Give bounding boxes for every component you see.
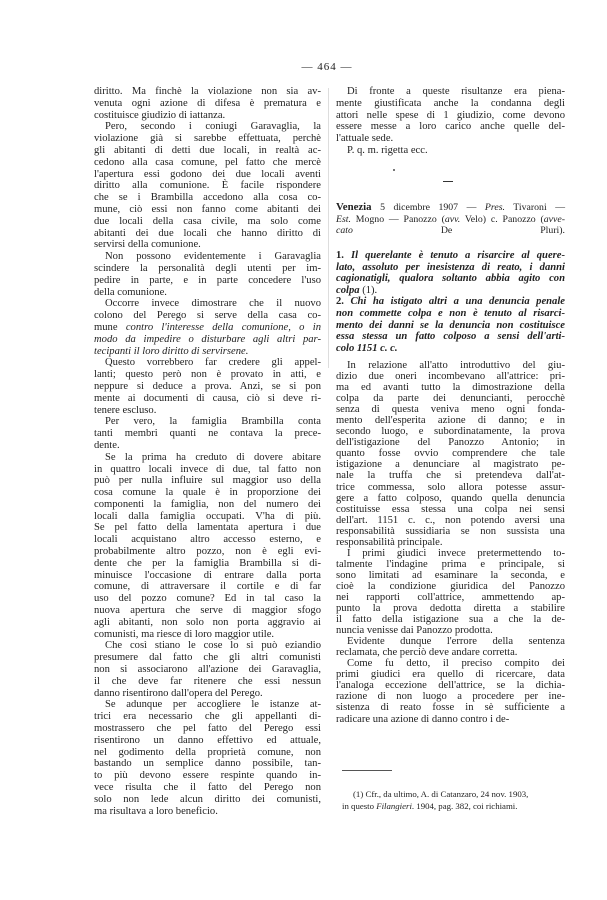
- paragraph: [94, 86, 321, 121]
- text-line: [94, 758, 321, 770]
- text: comune, di attraversare il cortile e di far: [94, 581, 321, 593]
- text: mostrassero che pel fatto del Perego essi: [94, 723, 321, 735]
- text-line: [94, 711, 321, 723]
- text: Evidente dunque l'errore della sentenza: [347, 636, 565, 648]
- text-line: [94, 747, 321, 759]
- text: l'apertura essi godono dei due locali aventi: [94, 168, 321, 180]
- italic-text: non commette colpa e non è tenuto al risarci-: [336, 307, 565, 319]
- text: radicare una azione di danno contro i de-: [336, 713, 510, 725]
- paragraph: [94, 121, 321, 251]
- text: gere a fatto colposo, quando quella denuncia: [336, 492, 565, 504]
- text: Non possono evidentemente i Garavaglia: [105, 251, 321, 263]
- text: costituisce giudizio di iattanza.: [94, 109, 226, 121]
- paragraph: [336, 86, 565, 145]
- italic-text: Filangieri: [376, 801, 412, 811]
- text-line: [342, 788, 565, 800]
- text: reclamata, che perciò deve andare corretta.: [336, 647, 518, 659]
- text: (1) Cfr., da ultimo, A. di Catanzaro, 24 nov. 1903,: [353, 789, 529, 799]
- footnote-rule: [342, 770, 392, 771]
- text-line: [336, 121, 565, 133]
- text: Occorre invece dimostrare che il nuovo: [105, 298, 321, 310]
- text-line: [94, 405, 321, 417]
- text: cedono alla casa comune, pel fatto che mercè: [94, 156, 321, 168]
- text: dell'istigazione del Panozzo Antonio; in: [336, 437, 565, 449]
- paragraph: [336, 636, 565, 658]
- text: vece risulta che il fatto del Perego non: [94, 782, 321, 794]
- italic-text: tecipanti il loro diritto di servirsene.: [94, 345, 249, 357]
- text-line: [94, 298, 321, 310]
- text: due locali della casa civile, ma solo come: [94, 215, 321, 227]
- text-line: [94, 287, 321, 299]
- text: 1.: [336, 250, 351, 261]
- text-line: [336, 360, 565, 371]
- text: quanto fosse ovvio comprendere che tale: [336, 448, 565, 460]
- paragraph: [94, 640, 321, 699]
- text: I primi giudici invece pretermettendo to-: [347, 547, 565, 559]
- parties-1: Mogno — Panozzo (: [350, 213, 445, 225]
- text-line: [342, 800, 565, 812]
- text-line: [336, 581, 565, 592]
- text-line: [336, 669, 565, 680]
- text: Come fu detto, il preciso compito dei: [347, 658, 565, 670]
- text-line: [336, 331, 565, 343]
- text-line: [94, 464, 321, 476]
- text: solo non lede alcun diritto dei comunisti,: [94, 793, 321, 805]
- text-line: [336, 548, 565, 559]
- text: mune, ciò essi non fanno come abitanti dei: [94, 203, 321, 215]
- text: primi giudici era quello di ricercare, data: [336, 669, 565, 681]
- paragraph: [336, 250, 565, 296]
- text-line: [336, 404, 565, 415]
- italic-text: modo da impedire o disturbare agli altri par-: [94, 333, 321, 345]
- text-line: [336, 459, 565, 470]
- text-line: [94, 522, 321, 534]
- text: neppure si deduce a prova. Anzi, se si pon: [94, 380, 321, 392]
- text: dell'art. 1151 c. c., non potendo aversi una: [336, 514, 565, 526]
- text: razione di non luogo a procedere per ine-: [336, 691, 565, 703]
- text: to più devono essere respinte quando in-: [94, 770, 321, 782]
- text-line: [336, 437, 565, 448]
- italic-text: Chi ha istigato altri a una denuncia penale: [350, 296, 566, 308]
- text-line: [94, 86, 321, 98]
- text-line: [336, 614, 565, 625]
- text-line: [336, 493, 565, 504]
- text-line: [94, 334, 321, 346]
- text: mento dell'esperita azione di danno; e in: [336, 415, 565, 427]
- text-line: [94, 546, 321, 558]
- text: dente.: [94, 439, 120, 451]
- left-column: [94, 86, 321, 817]
- text-line: [94, 640, 321, 652]
- text: Pero, secondo i coniugi Garavaglia, la: [105, 121, 321, 133]
- text-line: [336, 680, 565, 691]
- text: cosa comune la quale è in proporzione dei: [94, 487, 321, 499]
- text-line: [336, 647, 565, 658]
- text: . 1904, pag. 382, coi richiami.: [411, 801, 518, 811]
- text-line: [94, 169, 321, 181]
- text: tenere escluso.: [94, 404, 157, 416]
- text-line: [94, 204, 321, 216]
- text-line: [94, 110, 321, 122]
- text-line: [94, 652, 321, 664]
- paragraph: [336, 360, 565, 548]
- text: che se i Brambilla accedono alla cosa co-: [94, 192, 321, 204]
- text: comunisti, ma riesce di loro maggior utile.: [94, 628, 275, 640]
- text-line: [336, 702, 565, 713]
- text-line: [94, 452, 321, 464]
- column-gutter-mark: [328, 88, 329, 368]
- footnote: [342, 788, 565, 812]
- text-line: [336, 515, 565, 526]
- paragraph: [94, 357, 321, 416]
- italic-text: mento dei danni se la denuncia non costituisce: [336, 319, 565, 331]
- italic-text: colpa: [336, 284, 360, 296]
- paragraph: [94, 699, 321, 817]
- text-line: [336, 250, 565, 262]
- text-line: [94, 558, 321, 570]
- text: In relazione all'atto introduttivo del giu-: [347, 360, 565, 371]
- text: tanti membri quanti ne contava la prece-: [94, 428, 321, 440]
- case-header: [336, 202, 565, 237]
- italic-text: cagionatigli, qualora soltanto abbia agito con: [336, 273, 565, 285]
- text-line: [336, 470, 565, 481]
- text-line: [336, 658, 565, 669]
- text-line: [94, 357, 321, 369]
- text-line: [94, 157, 321, 169]
- text: non si associarono all'azione dei Garavaglia,: [94, 664, 321, 676]
- text-line: [94, 393, 321, 405]
- text-line: [94, 581, 321, 593]
- text-line: [94, 782, 321, 794]
- text: punto la prova dedotta diretta a stabilire: [336, 603, 565, 615]
- text-line: [94, 310, 321, 322]
- text-line: [94, 251, 321, 263]
- text: Che così stiano le cose lo si può eziandio: [105, 640, 321, 652]
- text-line: [336, 415, 565, 426]
- parties-3: De Pluri).: [352, 225, 565, 236]
- case-city: Venezia: [336, 201, 372, 213]
- text-line: [336, 382, 565, 393]
- text-line: [336, 570, 565, 581]
- paragraph: [94, 416, 321, 451]
- text: mente giustificata anche la condanna degli: [336, 97, 565, 109]
- text-line: [94, 275, 321, 287]
- text-line: [336, 592, 565, 603]
- text: diritto alla comunione. È facile rispondere: [94, 180, 321, 192]
- italic-text: essa stessa un fatto colposo a sensi dell'arti-: [336, 331, 565, 343]
- text-line: [336, 691, 565, 702]
- text-line: [336, 714, 565, 725]
- text-line: [336, 273, 565, 285]
- text-line: [94, 440, 321, 452]
- text-line: [94, 676, 321, 688]
- text: colpa da parte dei denuncianti, perocchè: [336, 393, 565, 405]
- text: locali acquistano altro accesso esterno, e: [94, 534, 321, 546]
- right-column-top: [336, 86, 565, 157]
- text: Se pel fatto della lamentata apertura i due: [94, 522, 321, 534]
- text: ma risultava a loro beneficio.: [94, 805, 218, 817]
- text-line: [94, 121, 321, 133]
- text-line: [94, 475, 321, 487]
- text: agli abitanti, non solo non porta aggravio ai: [94, 616, 321, 628]
- text-line: [336, 145, 565, 157]
- text: istigazione a denunciare al magistrato pe-: [336, 459, 565, 471]
- avv-label-3: cato: [336, 225, 353, 236]
- text: nuncia venisse dai Panozzo prodotta.: [336, 625, 493, 637]
- text-line: [336, 86, 565, 98]
- text-line: [336, 285, 565, 297]
- text-line: [94, 699, 321, 711]
- text-line: [336, 133, 565, 145]
- paragraph: [336, 145, 565, 157]
- text-line: [94, 263, 321, 275]
- pres-label: Pres.: [484, 202, 505, 213]
- text-line: [336, 625, 565, 636]
- text: dente che per la famiglia Brambilla si di-: [94, 557, 321, 569]
- paragraph: [94, 452, 321, 641]
- text-line: [94, 605, 321, 617]
- text: essere messe a loro carico anche quelle del-: [336, 121, 565, 133]
- text: diritto. Ma finchè la violazione non sia av-: [94, 86, 321, 97]
- case-holdings: [336, 250, 565, 354]
- text-line: [94, 228, 321, 240]
- text: l'attuale sede.: [336, 133, 394, 145]
- text: trice commessa, solo allora potesse assur-: [336, 481, 565, 493]
- text: scindere la personalità degli utenti per im-: [94, 262, 321, 274]
- text: componenti la famiglia, non del numero dei: [94, 498, 321, 510]
- text-line: [336, 526, 565, 537]
- text-line: [94, 534, 321, 546]
- text: l'analoga eccezione dell'attrice, se la dichia-: [336, 680, 565, 692]
- text: minuisce l'occasione di entrare dalla porta: [94, 569, 321, 581]
- text-line: [94, 428, 321, 440]
- text-line: [336, 393, 565, 404]
- text-line: [94, 629, 321, 641]
- text: probabilmente altro pozzo, non è egli evi-: [94, 546, 321, 558]
- text: colono del Perego si serve della casa co-: [94, 310, 321, 322]
- parties-2: Velo) c. Panozzo (: [460, 213, 544, 225]
- text-line: [94, 664, 321, 676]
- text: responsabilità principale.: [336, 536, 443, 548]
- text: nuova apertura che serve di maggior sfogo: [94, 605, 321, 617]
- text-line: [94, 180, 321, 192]
- text: Di fronte a queste risultanze era piena-: [347, 86, 565, 97]
- text: può per nulla influire sul maggior uso della: [94, 475, 321, 487]
- paragraph: [336, 548, 565, 636]
- text: Se adunque per accogliere le istanze at-: [105, 699, 321, 711]
- text: attori nelle spese di 1 giudizio, come devono: [336, 109, 565, 121]
- text: senza di questa veniva meno ogni fonda-: [336, 404, 565, 416]
- italic-text: colo 1151 c. c.: [336, 342, 398, 354]
- text: (1).: [359, 284, 378, 296]
- paragraph: [336, 658, 565, 724]
- text: risentirono un danno effettivo ed attuale,: [94, 734, 321, 746]
- text: trici era necessario che gli appellanti di-: [94, 711, 321, 723]
- section-separator: [443, 181, 453, 182]
- text: dizio due oneri incombevano all'attrice: pri-: [336, 371, 565, 383]
- avv-label: avv.: [444, 213, 461, 225]
- text: cioè la condizione giuridica del Panozzo: [336, 580, 565, 592]
- italic-text: lato, assoluto per inesistenza di reato, i danni: [336, 261, 565, 273]
- text-line: [336, 110, 565, 122]
- text-line: [336, 448, 565, 459]
- text-line: [94, 499, 321, 511]
- text: nel godimento della proprietà comune, non: [94, 746, 321, 758]
- text: Per vero, la famiglia Brambilla conta: [105, 416, 321, 428]
- text: presumere dal fatto che gli altri comunisti: [94, 652, 321, 664]
- text-line: [94, 593, 321, 605]
- text-line: [94, 570, 321, 582]
- text-line: [336, 320, 565, 332]
- text-line: [94, 216, 321, 228]
- text-line: [94, 346, 321, 358]
- italic-text: contro l'interesse della comunione, o in: [125, 321, 321, 333]
- paragraph: [94, 251, 321, 298]
- text-line: [94, 770, 321, 782]
- text-line: [94, 322, 321, 334]
- text: mente ai documenti di causa, ciò si deve ri-: [94, 392, 321, 404]
- text-line: [336, 98, 565, 110]
- text: in questo: [342, 801, 377, 811]
- text-line: [336, 426, 565, 437]
- paragraph: [336, 296, 565, 354]
- text: Se la prima ha creduto di dovere abitare: [105, 451, 321, 463]
- president: Tivaroni —: [504, 202, 565, 213]
- text: P. q. m. rigetta ecc.: [347, 144, 428, 156]
- text: locali dalla famiglia occupati. V'ha di più.: [94, 510, 321, 522]
- page-number: — 464 —: [301, 61, 353, 73]
- text: sono limitati ad esaminare la seconda, e: [336, 569, 565, 581]
- paragraph: [94, 298, 321, 357]
- text-line: [94, 617, 321, 629]
- text-line: [94, 511, 321, 523]
- text: venuta ogni azione di difesa è prematura e: [94, 97, 321, 109]
- text-line: [336, 603, 565, 614]
- text: in quattro locali invece di due, tal fatto non: [94, 463, 321, 475]
- italic-text: Il querelante è tenuto a risarcire al quere-: [350, 250, 566, 261]
- text: pedire in parte, e in parte concedere l'uso: [94, 274, 321, 286]
- text-line: [94, 239, 321, 251]
- text: talmente l'indagine prima e principale, si: [336, 558, 565, 570]
- text: sistenza di reato fosse in sè sufficiente a: [336, 702, 565, 714]
- text-line: [336, 308, 565, 320]
- text: il fatto della istigazione sua a che la de-: [336, 614, 565, 626]
- text: uso del pozzo comune? Ed in tal caso la: [94, 593, 321, 605]
- text-line: [94, 98, 321, 110]
- text: costituisse essa stessa una colpa nei sensi: [336, 503, 565, 515]
- text-line: [94, 369, 321, 381]
- text-line: [336, 296, 565, 308]
- text-line: [336, 636, 565, 647]
- text: bastando un semplice danno possibile, tan-: [94, 758, 321, 770]
- text-line: [94, 487, 321, 499]
- text: nale la truffa che si pretendeva dall'at-: [336, 470, 565, 482]
- text-line: [336, 262, 565, 274]
- text: mune: [94, 321, 126, 333]
- text-line: [94, 133, 321, 145]
- text: il che deve far ritenere che essi nessun: [94, 675, 321, 687]
- text-line: [94, 145, 321, 157]
- text: abitanti dei due locali che hanno diritto di: [94, 227, 321, 239]
- text-line: [336, 371, 565, 382]
- text: servirsi della comunione.: [94, 239, 201, 251]
- est-label: Est.: [336, 213, 351, 225]
- text: danno risentirono dall'opera del Perego.: [94, 687, 263, 699]
- avv-label-2: avve-: [543, 213, 565, 225]
- text: responsabilità sussidiaria se non sussista una: [336, 525, 565, 537]
- text-line: [94, 416, 321, 428]
- text-line: [94, 688, 321, 700]
- print-speck: [393, 169, 395, 171]
- text: ma ed avanti tutto la dimostrazione della: [336, 382, 565, 394]
- text: Questo vorrebbero far credere gli appel-: [105, 357, 321, 369]
- text-line: [94, 192, 321, 204]
- text: nei rapporti coll'attrice, ammettendo ap-: [336, 591, 565, 603]
- text: 2.: [336, 296, 351, 308]
- text-line: [94, 723, 321, 735]
- text-line: [336, 537, 565, 548]
- text-line: [336, 482, 565, 493]
- text: gli abitanti di detti due locali, in realtà ac-: [94, 144, 321, 156]
- text: lanti; questo però non è provato in atti, e: [94, 369, 321, 381]
- text-line: [336, 343, 565, 355]
- text-line: [94, 806, 321, 818]
- text: della comunione.: [94, 286, 167, 298]
- text-line: [94, 794, 321, 806]
- text-line: [94, 735, 321, 747]
- text-line: [94, 381, 321, 393]
- case-date: 5 dicembre 1907 —: [371, 202, 485, 213]
- text-line: [336, 559, 565, 570]
- text: violazione già si sarebbe effettuata, perchè: [94, 133, 321, 145]
- text: secondo luogo, e subordinatamente, la prova: [336, 426, 565, 438]
- right-column-body: [336, 360, 565, 725]
- text-line: [336, 504, 565, 515]
